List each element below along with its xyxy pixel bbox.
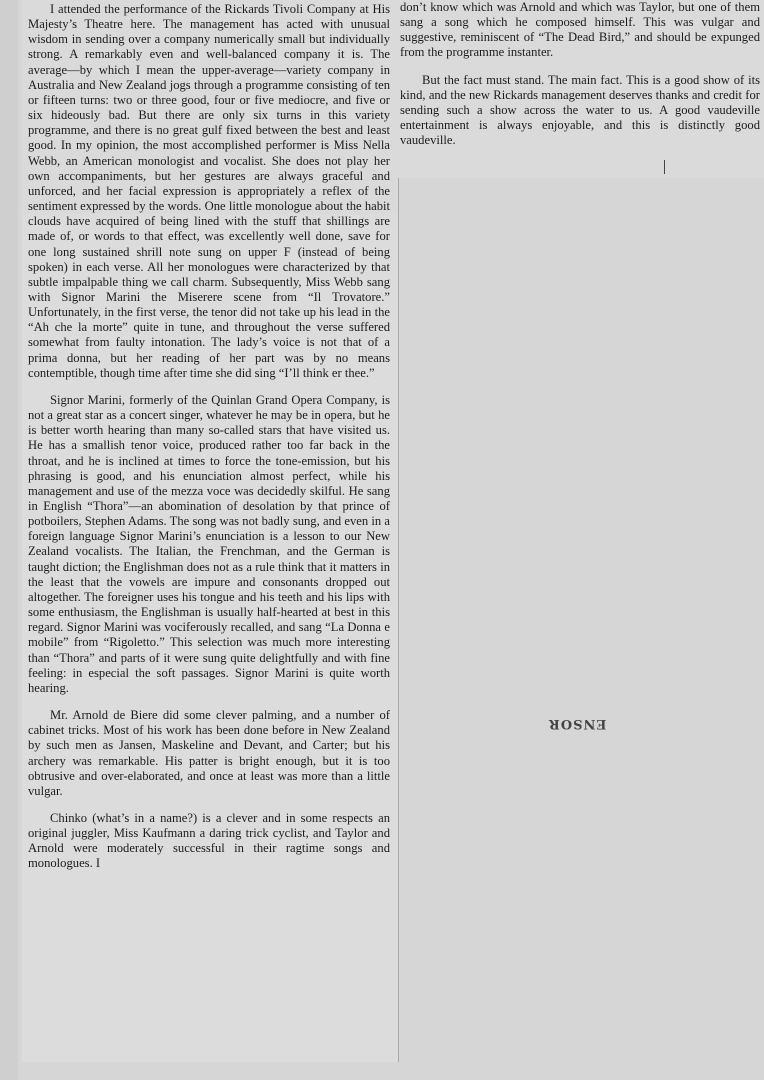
left-column <box>28 2 390 1062</box>
paragraph-signor-marini: Signor Marini, formerly of the Quinlan Grand Opera Company, is not a great star as a concert singer, whatever he may be in opera, but he is better worth hearing than many so-called stars that have visited us. He has a smallish tenor voice, produced rather too far back in the throat, and he is inclined at times to force the tone-emission, but his phrasing is good, and his enunciation almost perfect, while his management and use of the mezza voce was decidedly skilful. He sang in English “Thora”—an abomination of desolation by that prince of potboilers, Stephen Adams. The song was not badly sung, and even in a foreign language Signor Marini’s enunciation is a lesson to our New Zealand vocalists. The Italian, the Frenchman, and the German is taught diction; the Englishman does not as a rule think that it matters in the least that the vowels are impure and consonants dropped out altogether. The foreigner uses his tongue and his teeth and his lips with some enthusiasm, the Englishman is usually half-hearted at best in this regard. Signor Marini was vociferously recalled, and sang “La Donna e mobile” from “Rigoletto.” This selection was much more interesting than “Thora” and parts of it were sung quite delightfully and with fine feeling: in especial the soft passages. Signor Marini is quite worth hearing. <box>28 392 390 695</box>
right-column <box>400 0 760 175</box>
pencil-mark <box>664 160 665 174</box>
paragraph-conclusion: But the fact must stand. The main fact. This is a good show of its kind, and the new Rickards management deserves thanks and credit for sending such a show across the water to us. A good vaudeville entertainment is always enjoyable, and this is distinctly good vaudeville. <box>400 72 760 148</box>
paragraph-review-intro: I attended the performance of the Rickards Tivoli Company at His Majesty’s Theatre here. The management has acted with unusual wisdom in sending over a company numerically small but individually strong. A remarkably even and well-balanced company it is. The average—by which I mean the upper-average—variety company in Australia and New Zealand jogs through a programme consisting of ten or fifteen turns: two or three good, four or five mediocre, and five or six hideously bad. But there are only six turns in this variety programme, and there is no great gulf fixed between the best and least good. In my opinion, the most accomplished performer is Miss Nella Webb, an American monologist and vocalist. She does not play her own accompaniments, but her gestures are always graceful and unforced, and her facial expression is appropriately a reflex of the sentiment expressed by the words. One little monologue about the habit clouds have acquired of being lined with the stuff that shillings are made of, or words to that effect, was excellently well done, save for one long sustained shrill note sung on upper F (instead of being spoken) in each verse. All her monologues were characterized by that subtle impalpable thing we call charm. Subsequently, Miss Webb sang with Signor Marini the Miserere scene from “Il Trovatore.” Unfortunately, in the first verse, the tenor did not take up his lead in the “Ah che la morte” quite in tune, and throughout the verse suffered somewhat from faulty intonation. The lady’s voice is not that of a prima donna, but her reading of her part was by no means contemptible, though time after time she did sing “I’ll think er thee.” <box>28 2 390 380</box>
paragraph-continued: don’t know which was Arnold and which was Taylor, but one of them sang a song which he composed himself. This was vulgar and suggestive, reminiscent of “The Dead Bird,” and should be expunged from the programme instanter. <box>400 0 760 60</box>
paragraph-arnold-de-biere: Mr. Arnold de Biere did some clever palming, and a number of cabinet tricks. Most of his work has been done before in New Zealand by such men as Jansen, Maskeline and Devant, and Carter; but his archery was remarkable. His patter is bright enough, but it is too obtrusive and over-elaborated, and once at least was more than a little vulgar. <box>28 708 390 798</box>
ensor-stamp: ENSOR <box>548 716 607 731</box>
paragraph-chinko: Chinko (what’s in a name?) is a clever and in some respects an original juggler, Miss Kaufmann a daring trick cyclist, and Taylor and Arnold were moderately successful in their ragtime songs and monologues. I <box>28 810 390 871</box>
